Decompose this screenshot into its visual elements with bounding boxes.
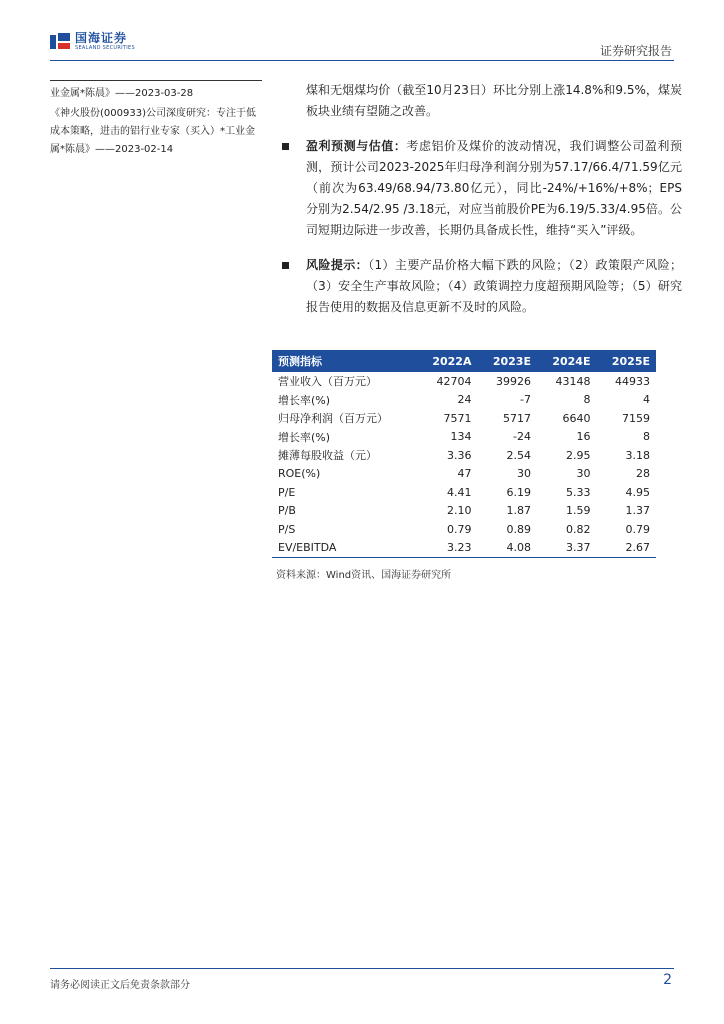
company-logo [50, 32, 135, 51]
table-cell: 2.10 [446, 504, 472, 518]
table-cell: -7 [520, 393, 531, 407]
table-header-cell: 2023E [477, 350, 537, 372]
table-row [272, 409, 656, 428]
logo-mark-icon [50, 33, 70, 51]
page-number: 2 [663, 972, 672, 988]
related-report-2: 《神火股份(000933)公司深度研究：专注于低成本策略，进击的铝行业专家（买入）*工业金属*陈晨》——2023-02-14 [50, 108, 256, 155]
table-cell: -24 [513, 430, 531, 444]
table-cell: 7571 [443, 411, 472, 425]
table-cell: 28 [636, 467, 650, 481]
table-row [272, 428, 656, 447]
table-cell: 6.19 [506, 485, 531, 499]
table-cell: 42704 [436, 374, 472, 388]
table-cell: P/E [278, 485, 296, 499]
table-cell: 4.95 [625, 485, 650, 499]
table-cell: 30 [576, 467, 591, 481]
bullet-square-icon [282, 143, 289, 150]
table-header-cell: 2022A [417, 350, 478, 372]
table-cell: 43148 [555, 374, 591, 388]
table-cell: 0.79 [625, 522, 650, 536]
table-cell: 8 [643, 430, 650, 444]
table-row [272, 372, 656, 391]
table-cell: ROE(%) [278, 467, 321, 481]
table-header-cell: 2025E [596, 350, 656, 372]
table-row [272, 539, 656, 558]
table-source-note: 资料来源：Wind资讯、国海证券研究所 [276, 570, 452, 581]
table-header-row [272, 350, 656, 372]
table-cell: 4.41 [446, 485, 472, 499]
table-cell: 0.79 [446, 522, 472, 536]
table-cell: 0.89 [506, 522, 531, 536]
table-cell: 5717 [502, 411, 531, 425]
table-cell: 5.33 [565, 485, 591, 499]
table-cell: 3.23 [417, 539, 478, 558]
table-cell: 营业收入（百万元） [278, 375, 377, 389]
footer-divider [50, 968, 674, 969]
related-report-1: 业金属*陈晨》——2023-03-28 [50, 88, 194, 99]
logo-name-cn: 国海证券 [75, 31, 128, 45]
table-cell: 1.87 [506, 504, 531, 518]
table-cell: 4.08 [477, 539, 537, 558]
table-cell: 7159 [622, 411, 650, 425]
report-type-label: 证券研究报告 [599, 44, 672, 58]
table-row [272, 391, 656, 410]
table-cell: P/B [278, 504, 296, 518]
table-cell: 2.54 [506, 448, 531, 462]
table-cell: 增长率(%) [278, 430, 331, 444]
risk-warning-heading: 风险提示： [306, 258, 369, 272]
table-cell: 2.67 [596, 539, 656, 558]
table-cell: P/S [278, 522, 296, 536]
related-reports [50, 80, 262, 161]
table-cell: 47 [457, 467, 472, 481]
earnings-forecast-text: 考虑铝价及煤价的波动情况，我们调整公司盈利预测，预计公司2023-2025年归母净利润分别为57.17/66.4/71.59亿元（前次为63.49/68.94/73.80亿元），同比-24%/+16%/+8%；EPS分别为2.54/2.95 /3.18元，对应当前股价PE为6.19/5.33/4.95倍。公司短期边际进一步改善，长期仍具备成长性，维持“买入”评级。 [306, 139, 682, 237]
table-row [272, 446, 656, 465]
table-cell: 30 [516, 467, 531, 481]
earnings-forecast-heading: 盈利预测与估值： [306, 139, 407, 153]
report-body [282, 80, 682, 318]
table-row [272, 502, 656, 521]
table-cell: 134 [450, 430, 472, 444]
risk-warning-text: （1）主要产品价格大幅下跌的风险；（2）政策限产风险；（3）安全生产事故风险；（4）政策调控力度超预期风险等；（5）研究报告使用的数据及信息更新不及时的风险。 [306, 258, 682, 314]
table-row [272, 483, 656, 502]
continuation-paragraph: 煤和无烟煤均价（截至10月23日）环比分别上涨14.8%和9.5%，煤炭板块业绩有望随之改善。 [306, 83, 682, 118]
earnings-forecast-bullet [282, 136, 682, 241]
table-cell: 8 [583, 393, 591, 407]
table-cell: 2.95 [565, 448, 591, 462]
table-cell: 1.59 [565, 504, 591, 518]
table-row [272, 520, 656, 539]
logo-name-en: SEALAND SECURITIES [75, 45, 135, 51]
table-cell: 归母净利润（百万元） [278, 412, 388, 426]
table-cell: EV/EBITDA [272, 539, 417, 558]
table-cell: 4 [643, 393, 650, 407]
table-cell: 增长率(%) [278, 393, 331, 407]
table-header-cell: 2024E [537, 350, 597, 372]
table-cell: 0.82 [565, 522, 591, 536]
table-cell: 6640 [562, 411, 591, 425]
table-cell: 3.36 [446, 448, 472, 462]
table-cell: 16 [576, 430, 591, 444]
table-cell: 1.37 [625, 504, 650, 518]
table-header-cell: 预测指标 [272, 350, 417, 372]
table-cell: 3.37 [537, 539, 597, 558]
risk-warning-bullet [282, 255, 682, 318]
table-cell: 摊薄每股收益（元） [278, 449, 377, 463]
table-cell: 39926 [495, 374, 531, 388]
table-cell: 3.18 [625, 448, 650, 462]
forecast-table [272, 350, 656, 558]
header-divider [50, 60, 674, 61]
disclaimer-note: 请务必阅读正文后免责条款部分 [50, 980, 190, 991]
table-cell: 44933 [615, 374, 650, 388]
table-cell: 24 [457, 393, 472, 407]
table-row [272, 465, 656, 484]
bullet-square-icon [282, 262, 289, 269]
